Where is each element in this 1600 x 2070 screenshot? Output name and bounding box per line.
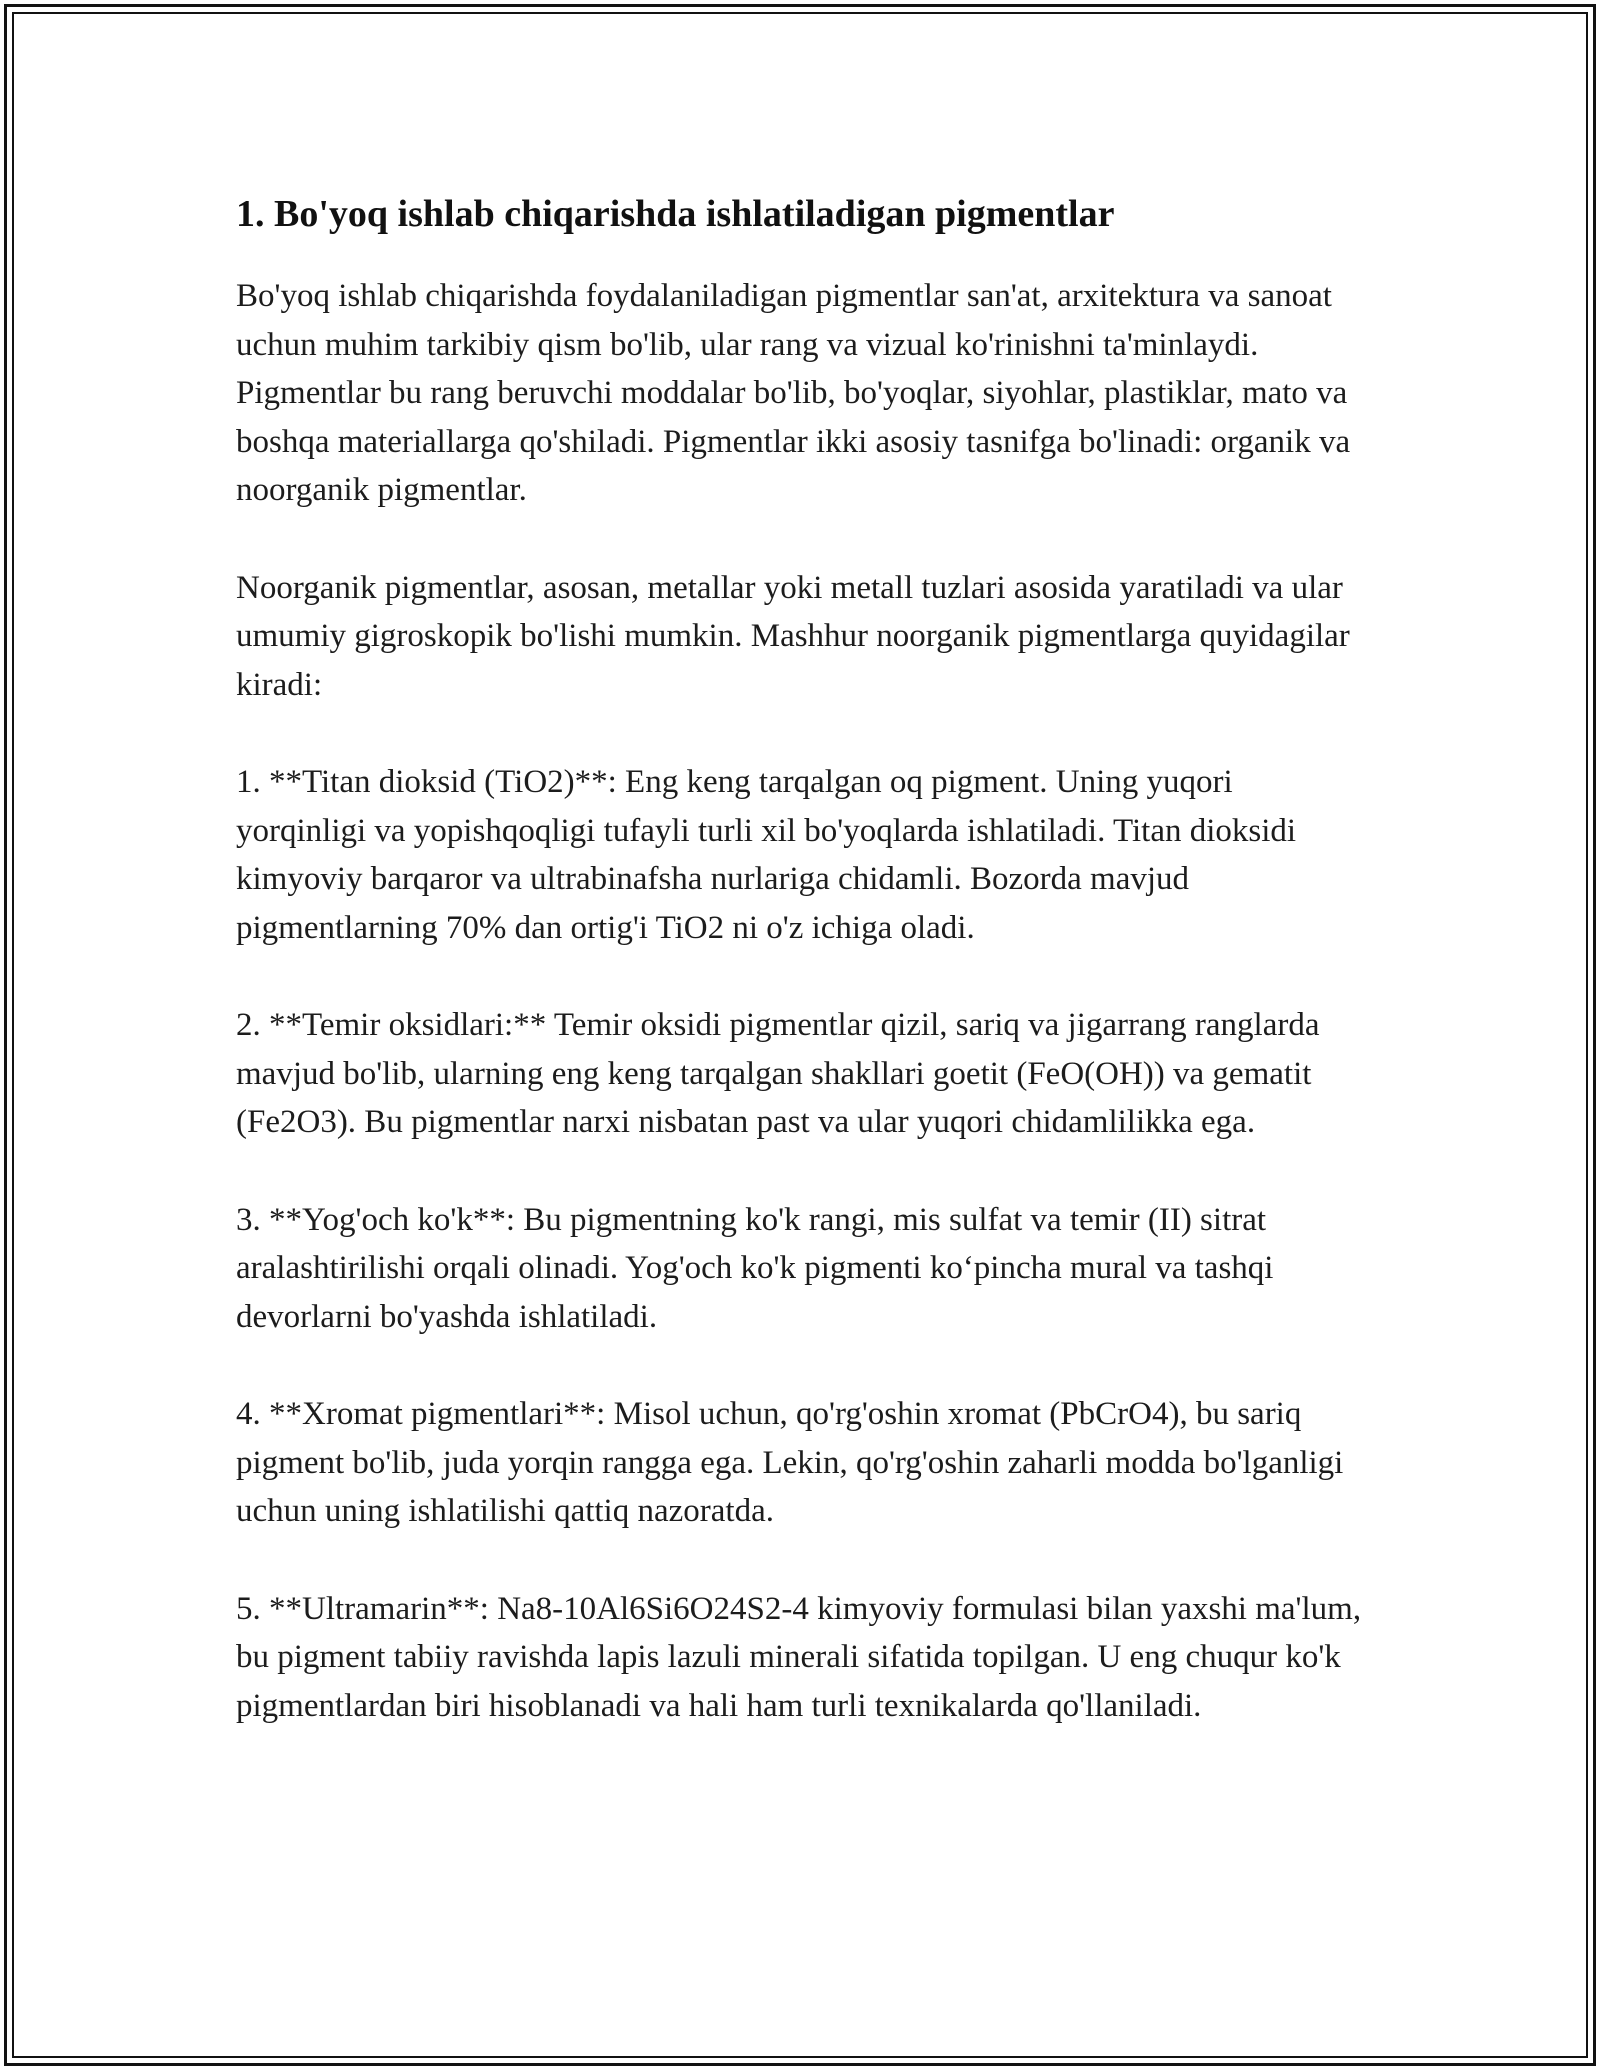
paragraph-intro: Bo'yoq ishlab chiqarishda foydalaniladigan pigmentlar san'at, arxitektura va sanoat uchun muhim tarkibiy qism bo'lib, ular rang va vizual ko'rinishni ta'minlaydi. Pigmentlar bu rang beruvchi moddalar bo'lib, bo'yoqlar, siyohlar, plastiklar, mato va boshqa materiallarga qo'shiladi. Pigmentlar ikki asosiy tasnifga bo'linadi: organik va noorganik pigmentlar. (236, 278, 1351, 508)
list-item-chromate-pigments: 4. **Xromat pigmentlari**: Misol uchun, qo'rg'oshin xromat (PbCrO4), bu sariq pigment bo'lib, juda yorqin rangga ega. Lekin, qo'rg'oshin zaharli modda bo'lganligi uchun uning ishlatilishi qattiq nazoratda. (236, 1396, 1344, 1529)
list-item-wood-blue: 3. **Yog'och ko'k**: Bu pigmentning ko'k rangi, mis sulfat va temir (II) sitrat aralashtirilishi orqali olinadi. Yog'och ko'k pigmenti ko‘pincha mural va tashqi devorlarni bo'yashda ishlatiladi. (236, 1201, 1274, 1335)
paragraph-inorganic: Noorganik pigmentlar, asosan, metallar yoki metall tuzlari asosida yaratiladi va ular umumiy gigroskopik bo'lishi mumkin. Mashhur noorganik pigmentlarga quyidagilar kiradi: (236, 569, 1350, 703)
document-body (236, 186, 1366, 1730)
list-item-titanium-dioxide: 1. **Titan dioksid (TiO2)**: Eng keng tarqalgan oq pigment. Uning yuqori yorqinligi va yopishqoqligi tufayli turli xil bo'yoqlarda ishlatiladi. Titan dioksidi kimyoviy barqaror va ultrabinafsha nurlariga chidamli. Bozorda mavjud pigmentlarning 70% dan ortig'i TiO2 ni o'z ichiga oladi. (236, 764, 1297, 946)
section-title: 1. Bo'yoq ishlab chiqarishda ishlatiladigan pigmentlar (236, 193, 1115, 235)
list-item-ultramarine: 5. **Ultramarin**: Na8-10Al6Si6O24S2-4 kimyoviy formulasi bilan yaxshi ma'lum, bu pigment tabiiy ravishda lapis lazuli minerali sifatida topilgan. U eng chuqur ko'k pigmentlardan biri hisoblanadi va hali ham turli texnikalarda qo'llaniladi. (236, 1590, 1362, 1724)
list-item-iron-oxides: 2. **Temir oksidlari:** Temir oksidi pigmentlar qizil, sariq va jigarrang ranglarda mavjud bo'lib, ularning eng keng tarqalgan shakllari goetit (FeO(OH)) va gematit (Fe2O3). Bu pigmentlar narxi nisbatan past va ular yuqori chidamlilikka ega. (236, 1007, 1320, 1140)
